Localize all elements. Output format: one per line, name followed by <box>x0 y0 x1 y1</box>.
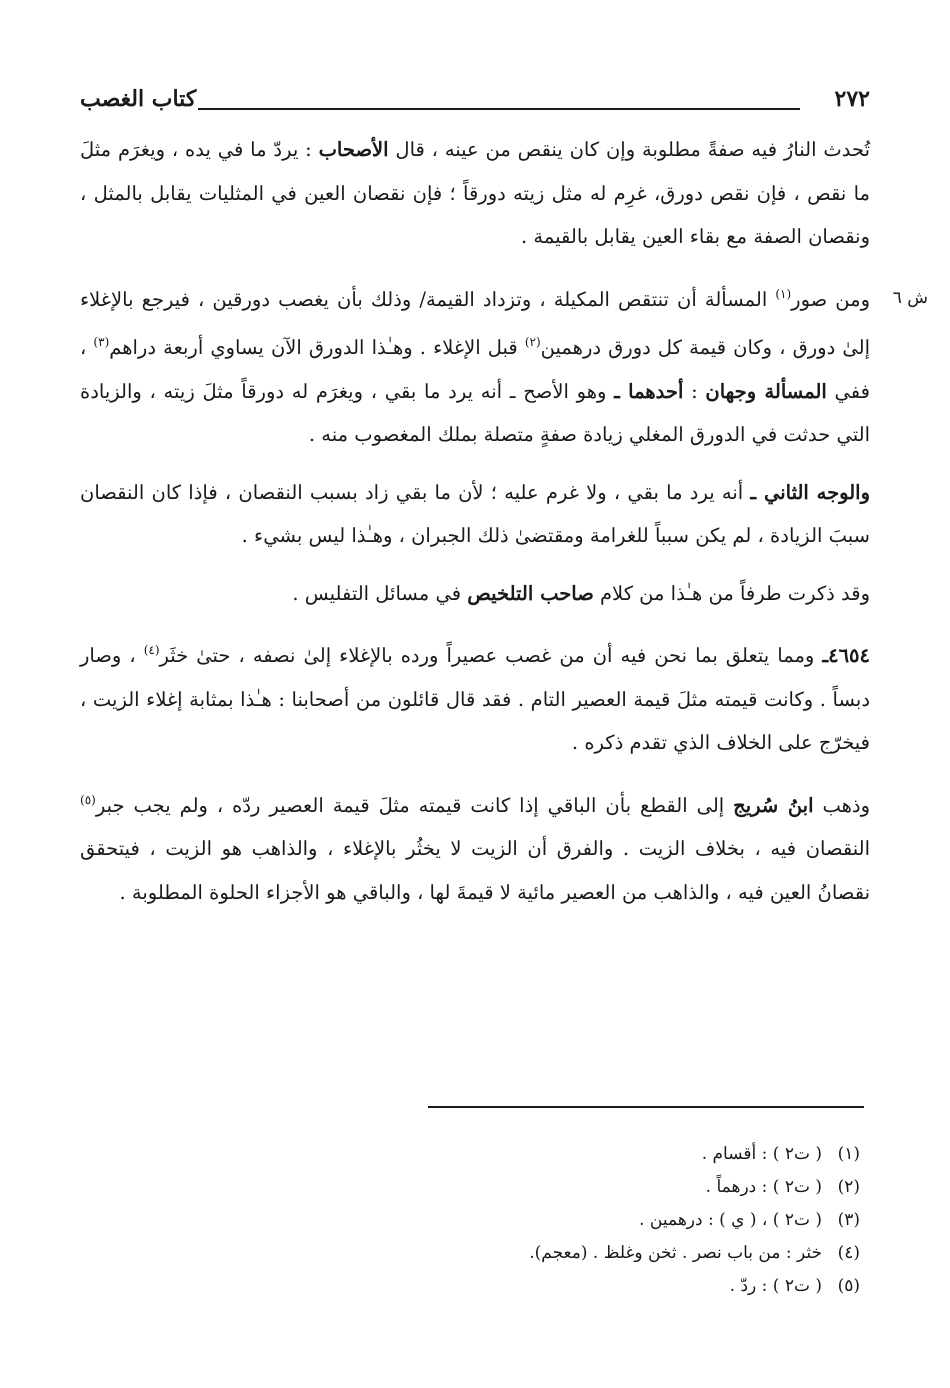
bold-term: أحدهما ـ <box>614 379 684 403</box>
text-run: إلى القطع بأن الباقي إذا كانت قيمته مثلَ قيمة العصير ردّه ، ولم يجب جبر <box>95 793 734 817</box>
paragraph-4 <box>80 572 870 616</box>
text-run: وقد ذكرت طرفاً من هـٰذا من كلام <box>593 581 870 605</box>
footnote-text: ( ت٢ ) : درهماً . <box>705 1177 822 1197</box>
bold-term: صاحب التلخيص <box>467 581 594 605</box>
text-run: : <box>683 379 706 403</box>
paragraph-1 <box>80 128 870 259</box>
header-rule <box>198 108 800 110</box>
text-run: أنه يرد ما بقي ، ولا غرم عليه ؛ لأن ما بقي زاد بسبب النقصان ، فإذا كان النقصان سببَ الزيادة ، لم يكن سبباً للغرامة ومقتضىٰ ذلك الجبران ، وهـٰذا ليس بشيء . <box>80 480 870 547</box>
main-text <box>80 128 870 928</box>
footnote-number: (١) <box>837 1144 860 1164</box>
text-run: المسألة أن تنتقص المكيلة ، وتزداد القيمة/ وذلك بأن يغصب دورقين ، فيرجع بالإغلاء إلىٰ دورق ، وكان قيمة كل دورق درهمين <box>80 287 870 359</box>
footnote-text: ( ت٢ ) ، ( ي ) : درهمين . <box>639 1210 822 1230</box>
footnote-ref-3: (٣) <box>93 335 110 349</box>
footnote-text: ( ت٢ ) : ردّ . <box>729 1276 822 1296</box>
text-run: ، وصار دبساً . وكانت قيمته مثلَ قيمة العصير التام . فقد قال قائلون من أصحابنا : هـٰذا بمثابة إغلاء الزيت ، فيخرّج على الخلاف الذي تقدم ذكره . <box>80 644 870 754</box>
text-run: وهو الأصح ـ أنه يرد ما بقي ، ويغرَم له دورقاً مثلَ زيته ، والزيادة التي حدثت في الدورق المغلي زيادة صفةٍ متصلة بملك المغصوب منه . <box>80 379 870 446</box>
footnote-rule <box>428 1106 864 1108</box>
footnote-number: (٤) <box>837 1243 860 1263</box>
footnote-ref-4: (٤) <box>143 643 160 657</box>
footnote-item <box>140 1171 860 1204</box>
footnote-item <box>140 1204 860 1237</box>
text-run: قبل الإغلاء . وهـٰذا الدورق الآن يساوي أربعة دراهم <box>109 336 525 359</box>
text-run: النقصان فيه ، بخلاف الزيت . والفرق أن الزيت لا يخثُر بالإغلاء ، والذاهب هو الزيت ، فيتحقق نقصانُ العين فيه ، والذاهب من العصير مائية لا قيمةَ لها ، والباقي هو الأجزاء الحلوة المطلوبة . <box>80 837 870 904</box>
bold-term: الأصحاب <box>318 138 389 161</box>
text-run: ومما يتعلق بما نحن فيه أن من غصب عصيراً ورده بالإغلاء إلىٰ نصفه ، حتىٰ خثَر <box>159 644 823 667</box>
footnote-number: (٣) <box>837 1210 860 1230</box>
footnote-item <box>140 1138 860 1171</box>
chapter-title: كتاب الغصب <box>80 86 197 112</box>
bold-term: ابنُ سُريج <box>733 793 814 817</box>
footnote-text: خثر : من باب نصر . ثخن وغلظ . (معجم). <box>529 1243 822 1263</box>
text-run: ومن صور <box>791 287 870 311</box>
text-run: تُحدث النارُ فيه صفةً مطلوبة وإن كان ينقص من عينه ، قال <box>388 138 870 161</box>
text-run: في مسائل التفليس . <box>292 581 468 605</box>
footnote-text: ( ت٢ ) : أقسام . <box>701 1144 822 1164</box>
footnote-number: (٢) <box>837 1177 860 1197</box>
footnote-ref-5: (٥) <box>80 792 96 807</box>
paragraph-5 <box>80 629 870 765</box>
footnote-ref-2: (٢) <box>524 335 541 349</box>
manuscript-folio-marker: ش ٦ <box>892 288 928 308</box>
paragraph-2 <box>80 273 870 457</box>
footnotes-list <box>140 1138 860 1303</box>
footnote-item <box>140 1237 860 1270</box>
bold-term: المسألة وجهان <box>705 379 827 403</box>
issue-number: ٤٦٥٤ـ <box>822 644 870 667</box>
text-run: : يردّ ما في يده ، ويغرَم مثلَ ما نقص ، فإن نقص دورق، غرِم له مثل زيته دورقاً ؛ فإن نقصان العين في المثليات يقابل بالمثل ، ونقصان الصفة مع بقاء العين يقابل بالقيمة . <box>80 138 870 248</box>
bold-term: والوجه الثاني ـ <box>750 480 870 504</box>
page-number: ٢٧٢ <box>834 86 870 112</box>
footnote-number: (٥) <box>837 1276 860 1296</box>
footnote-item <box>140 1270 860 1303</box>
paragraph-3 <box>80 471 870 558</box>
text-run: ، ففي <box>80 336 870 403</box>
page-header <box>80 86 870 120</box>
text-run: وذهب <box>813 793 871 817</box>
paragraph-6 <box>80 779 870 915</box>
footnote-ref-1: (١) <box>775 286 792 301</box>
